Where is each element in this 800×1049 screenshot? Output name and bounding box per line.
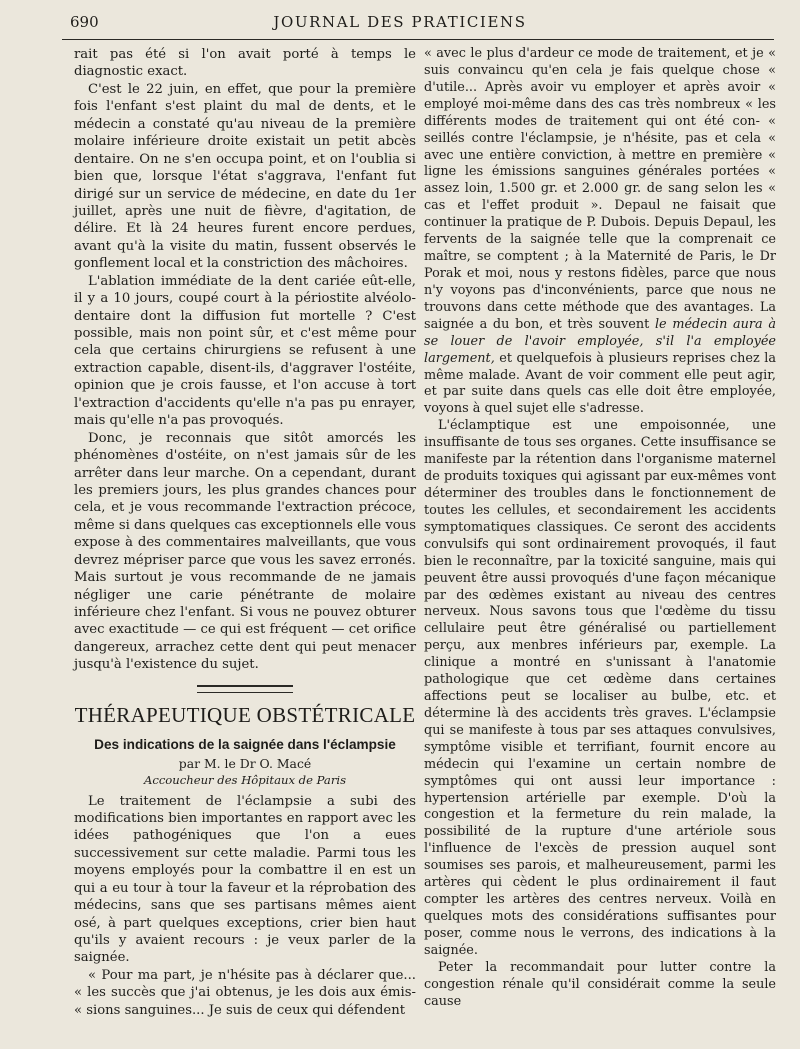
page-number: 690: [70, 13, 99, 31]
section-title: THÉRAPEUTIQUE OBSTÉTRICALE: [74, 702, 416, 727]
italic-emphasis: le médecin aura à se louer de l'avoir employée, s'il l'a employée largement,: [424, 316, 776, 366]
paragraph-text: Depaul ne faisait que continuer la pratique de P. Dubois. Depuis Depaul, les fervents de la saignée telle que la comprenait ce maître, se comptent ; à la Maternité de Paris, le Dr Porak et moi, nous y restons fidèles, parce que nous n'y voyons pas d'inconvénients, parce que nous ne trouvons dans cette méthode que des avantages. La saignée a du bon, et très souvent: [424, 198, 776, 332]
section-separator: [197, 685, 293, 693]
author-byline: par M. le Dr O. Macé: [178, 755, 312, 771]
paragraph-text: et quelquefois à plusieurs reprises chez la même malade. Avant de voir comment elle peut agir, et par suite dans quels cas elle doit être employée, voyons à quel sujet elle s'adresse.: [424, 350, 776, 417]
quotation: « avec le plus d'ardeur ce mode de traitement, et je « suis convaincu qu'en cela je fais quelque chose « d'utile... Après avoir vu employer et après avoir « employé moi-même dans des cas très nombreux « les différents modes de traitement qui ont été con- « seillés contre l'éclampsie, je n'hésite, pas et cela « avec une entière conviction, à mettre en première « ligne les émissions sanguines générales portées « assez loin, 1.500 gr. et 2.000 gr. de sang selon les « cas et l'effet produit ».: [424, 46, 776, 214]
paragraph: L'ablation immédiate de la dent cariée eût-elle, il y a 10 jours, coupé court à la périostite alvéolo-dentaire dont la diffusion fut mortelle ? C'est possible, mais non point sûr, et c'est même pour cela que certains chirurgiens se refusent à une extraction capable, disent-ils, d'aggraver l'ostéite, opinion que je crois fausse, et l'on accuse à tort l'extraction d'accidents qu'elle n'a pas pu enrayer, mais qu'elle n'a pas provoqués.: [74, 273, 416, 429]
paragraph: Donc, je reconnais que sitôt amorcés les phénomènes d'ostéite, on n'est jamais sûr de les arrêter dans leur marche. On a cependant, durant les premiers jours, les plus grandes chances pour cela, et je vous recommande l'extraction précoce, même si dans quelques cas exceptionnels elle vous expose à des commentaires malveillants, que vous devrez mépriser parce que vous les savez erronés. Mais surtout je vous recommande de ne jamais négliger une carie pénétrante de molaire inférieure chez l'enfant. Si vous ne pouvez obturer avec exactitude — ce qui est fréquent — cet orifice dangereux, arrachez cette dent qui peut menacer jusqu'à l'existence du sujet.: [74, 430, 416, 673]
left-column: [74, 46, 416, 1019]
paragraph: Peter la recommandait pour lutter contre la congestion rénale qu'il considérait comme la seule cause: [424, 959, 776, 1009]
paragraph: « Pour ma part, je n'hésite pas à déclarer que... « les succès que j'ai obtenus, je les dois aux émis- « sions sanguines... Je suis de ceux qui défendent: [74, 967, 416, 1018]
right-column: [424, 46, 776, 1011]
paragraph: L'éclamptique est une empoisonnée, une insuffisante de tous ses organes. Cette insuffisance se manifeste par la rétention dans l'organisme maternel de produits toxiques qui agissant par eux-mêmes vont déterminer des troubles dans le fonctionnement de toutes les cellules, et secondairement les accidents symptomatiques classiques. Ce seront des accidents convulsifs qui sont ordinairement provoqués, il faut bien le reconnaître, par la toxicité sanguine, mais qui peuvent être aussi provoqués d'une façon mécanique par des œdèmes existant au niveau des centres nerveux. Nous savons tous que l'œdème du tissu cellulaire peut être généralisé ou partiellement perçu, aux menbres inférieurs par, exemple. La clinique a montré en s'unissant à l'anatomie pathologique que cet œdème dans certaines affections peut se localiser au bulbe, etc. et détermine là des accidents très graves. L'éclampsie qui se manifeste à tous par ses attaques convulsives, symptôme visible et terrifiant, fournit encore au médecin qui l'examine un certain nombre de symptômes qui ont aussi leur importance : hypertension artérielle par exemple. D'où la congestion et la fermeture du rein malade, la possibilité de la rupture d'une artériole sous l'influence de l'excès de pression auquel sont soumises ses parois, et malheureusement, parmi les artères qui cèdent le plus ordinairement il faut compter les artères des centres nerveux. Voilà en quelques mots des considérations suffisantes pour poser, comme nous le verrons, des indications à la saignée.: [424, 418, 776, 958]
paragraph: rait pas été si l'on avait porté à temps le diagnostic exact.: [74, 47, 416, 80]
running-header: [0, 13, 800, 35]
header-rule: [62, 39, 774, 40]
article-title: Des indications de la saignée dans l'éclampsie: [94, 737, 396, 753]
author-affiliation: Accoucheur des Hôpitaux de Paris: [143, 773, 347, 788]
quoted-paragraph: [424, 46, 776, 418]
journal-title: JOURNAL DES PRATICIENS: [273, 13, 527, 31]
paragraph: Le traitement de l'éclampsie a subi des modifications bien importantes en rapport avec les idées pathogéniques que l'on a eues successivement sur cette maladie. Parmi tous les moyens employés pour la combattre il en est un qui a eu tour à tour la faveur et la réprobation des médecins, sans que ses partisans mêmes aient osé, à part quelques exceptions, crier bien haut qu'ils y avaient recours : je veux parler de la saignée.: [74, 793, 416, 966]
paragraph: C'est le 22 juin, en effet, que pour la première fois l'enfant s'est plaint du mal de dents, et le médecin a constaté qu'au niveau de la première molaire inférieure droite existait un petit abcès dentaire. On ne s'en occupa point, et on l'oublia si bien que, lorsque l'état s'aggrava, l'enfant fut dirigé sur un service de médecine, en date du 1er juillet, après une nuit de fièvre, d'agitation, de délire. Et là 24 heures furent encore perdues, avant qu'à la visite du matin, fussent observés le gonflement local et la constriction des mâchoires.: [74, 81, 416, 272]
